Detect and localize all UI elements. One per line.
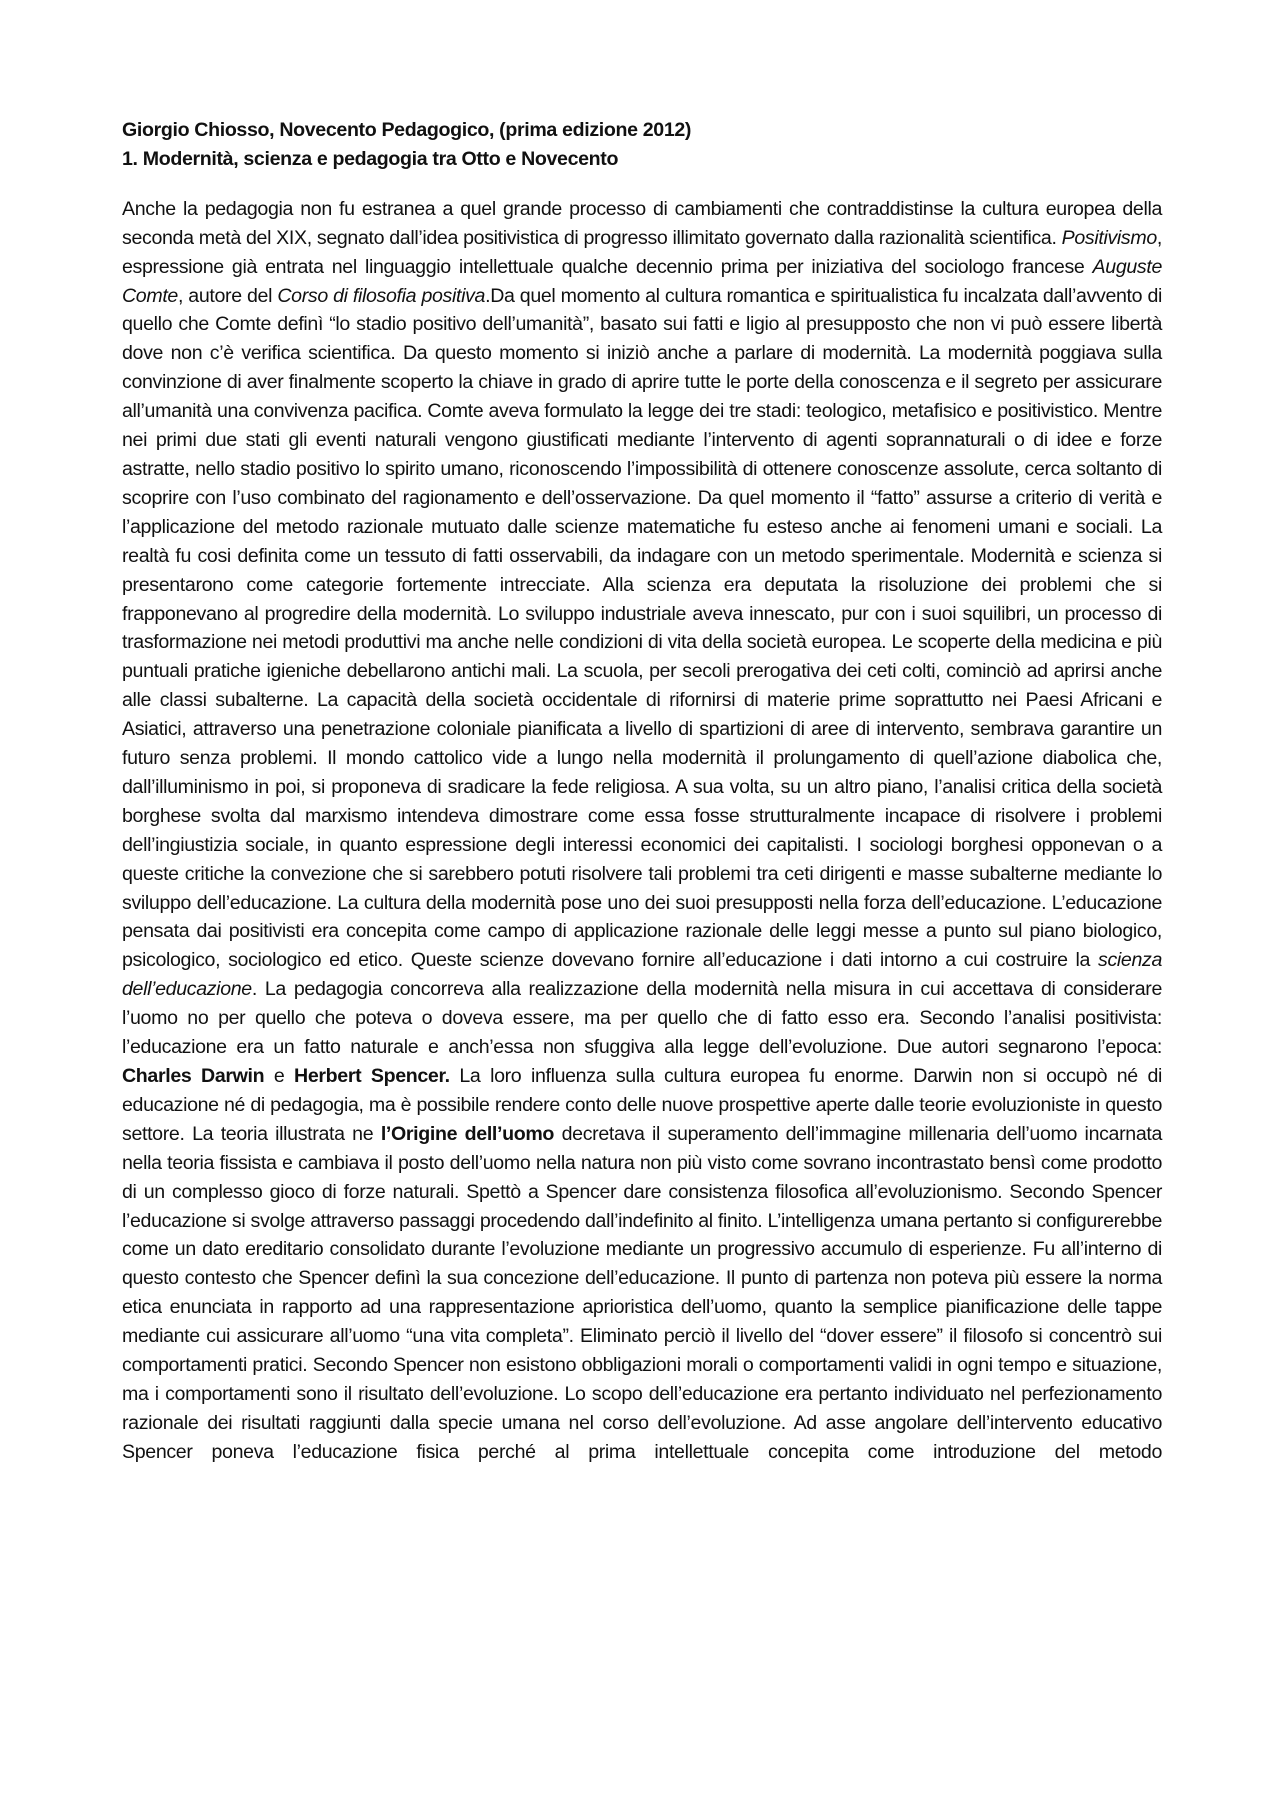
text-run: Anche la pedagogia non fu estranea a quel grande processo di cambiamenti che contraddistinse la cultura europea della seconda metà del XIX, segnato dall’idea positivistica di progresso illimitato governato dalla razionalità scientifica.: [122, 197, 1162, 249]
text-run: . La pedagogia concorreva alla realizzazione della modernità nella misura in cui accettava di considerare l’uomo no per quello che poteva o doveva essere, ma per quello che di fatto esso era. Secondo l’analisi positivista: l’educazione era un fatto naturale e anch’essa non sfuggiva alla legge dell’evoluzione. Due autori segnarono l’epoca:: [122, 978, 1162, 1059]
italic-term-corso-filosofia: Corso di filosofia positiva: [277, 284, 486, 307]
bold-term-charles-darwin: Charles Darwin: [122, 1065, 265, 1087]
text-run: La loro influenza sulla cultura europea fu enorme. Darwin non si occupò né di educazione né di pedagogia, ma è possibile rendere conto delle nuove prospettive aperte dalle teorie evoluzioniste in questo settore. La teoria illustrata ne: [122, 1065, 1162, 1145]
document-page: [122, 116, 1162, 1467]
text-run: , autore del: [177, 284, 278, 307]
bold-term-herbert-spencer: Herbert Spencer.: [294, 1065, 450, 1087]
body-paragraph: [122, 195, 1162, 1467]
text-run: e: [264, 1065, 295, 1087]
italic-term-auguste-comte: Auguste Comte: [122, 255, 1162, 307]
text-run: , espressione già entrata nel linguaggio intellettuale qualche decennio prima per iniziativa del sociologo francese: [122, 226, 1162, 278]
text-run: .Da quel momento al cultura romantica e spiritualistica fu incalzata dall’avvento di quello che Comte definì “lo stadio positivo dell’umanità”, basato sui fatti e ligio al presupposto che non vi può essere libertà dove non c’è verifica scientifica. Da questo momento si iniziò anche a parlare di modernità. La modernità poggiava sulla convinzione di aver finalmente scoperto la chiave in grado di aprire tutte le porte della conoscenza e il segreto per assicurare all’umanità una convivenza pacifica. Comte aveva formulato la legge dei tre stadi: teologico, metafisico e positivistico. Mentre nei primi due stati gli eventi naturali vengono giustificati mediante l’intervento di agenti soprannaturali o di idee e forze astratte, nello stadio positivo lo spirito umano, riconoscendo l’impossibilità di ottenere conoscenze assolute, cerca soltanto di scoprire con l’uso combinato del ragionamento e dell’osservazione. Da quel momento il “fatto” assurse a criterio di verità e l’applicazione del metodo razionale mutuato dalle scienze matematiche fu esteso anche ai fenomeni umani e sociali. La realtà fu cosi definita come un tessuto di fatti osservabili, da indagare con un metodo sperimentale. Modernità e scienza si presentarono come categorie fortemente intrecciate. Alla scienza era deputata la risoluzione dei problemi che si frapponevano al progredire della modernità. Lo sviluppo industriale aveva innescato, pur con i suoi squilibri, un processo di trasformazione nei metodi produttivi ma anche nelle condizioni di vita della società europea. Le scoperte della medicina e più puntuali pratiche igieniche debellarono antichi mali. La scuola, per secoli prerogativa dei ceti colti, cominciò ad aprirsi anche alle classi subalterne. La capacità della società occidentale di rifornirsi di materie prime soprattutto nei Paesi Africani e Asiatici, attraverso una penetrazione coloniale pianificata a livello di spartizioni di aree di intervento, sembrava garantire un futuro senza problemi. Il mondo cattolico vide a lungo nella modernità il prolungamento di quell’azione diabolica che, dall’illuminismo in poi, si proponeva di sradicare la fede religiosa. A sua volta, su un altro piano, l’analisi critica della società borghese svolta dal marxismo intendeva dimostrare come essa fosse strutturalmente incapace di risolvere i problemi dell’ingiustizia sociale, in quanto espressione degli interessi economici dei capitalisti. I sociologi borghesi opponevan o a queste critiche la convezione che si sarebbero potuti risolvere tali problemi tra ceti dirigenti e masse subalterne mediante lo sviluppo dell’educazione. La cultura della modernità pose uno dei suoi presupposti nella forza dell’educazione. L’educazione pensata dai positivisti era concepita come campo di applicazione razionale delle leggi messe a punto sul piano biologico, psicologico, sociologico ed etico. Queste scienze dovevano fornire all’educazione i dati intorno a cui costruire la: [122, 284, 1162, 972]
italic-term-positivismo: Positivismo: [1061, 226, 1157, 249]
document-heading: [122, 116, 1162, 174]
document-title: Giorgio Chiosso, Novecento Pedagogico, (prima edizione 2012): [122, 119, 692, 141]
bold-term-origine-uomo: l’Origine dell’uomo: [380, 1122, 555, 1145]
text-run: decretava il superamento dell’immagine millenaria dell’uomo incarnata nella teoria fissista e cambiava il posto dell’uomo nella natura non più visto come sovrano incontrastato bensì come prodotto di un complesso gioco di forze naturali. Spettò a Spencer dare consistenza filosofica all’evoluzionismo. Secondo Spencer l’educazione si svolge attraverso passaggi procedendo dall’indefinito al finito. L’intelligenza umana pertanto si configurerebbe come un dato ereditario consolidato durante l’evoluzione mediante un progressivo accumulo di esperienze. Fu all’interno di questo contesto che Spencer definì la sua concezione dell’educazione. Il punto di partenza non poteva più essere la norma etica enunciata in rapporto ad una rappresentazione aprioristica dell’uomo, quanto la semplice pianificazione delle tappe mediante cui assicurare all’uomo “una vita completa”. Eliminato perciò il livello del “dover essere” il filosofo si concentrò sui comportamenti pratici. Secondo Spencer non esistono obbligazioni morali o comportamenti validi in ogni tempo e situazione, ma i comportamenti sono il risultato dell’evoluzione. Lo scopo dell’educazione era pertanto individuato nel perfezionamento razionale dei risultati raggiunti dalla specie umana nel corso dell’evoluzione. Ad asse angolare dell’intervento educativo Spencer poneva l’educazione fisica perché al prima intellettuale concepita come introduzione del metodo: [122, 1122, 1163, 1463]
italic-term-scienza-educazione: scienza dell’educazione: [122, 949, 1162, 1001]
section-title: 1. Modernità, scienza e pedagogia tra Otto e Novecento: [122, 147, 619, 170]
